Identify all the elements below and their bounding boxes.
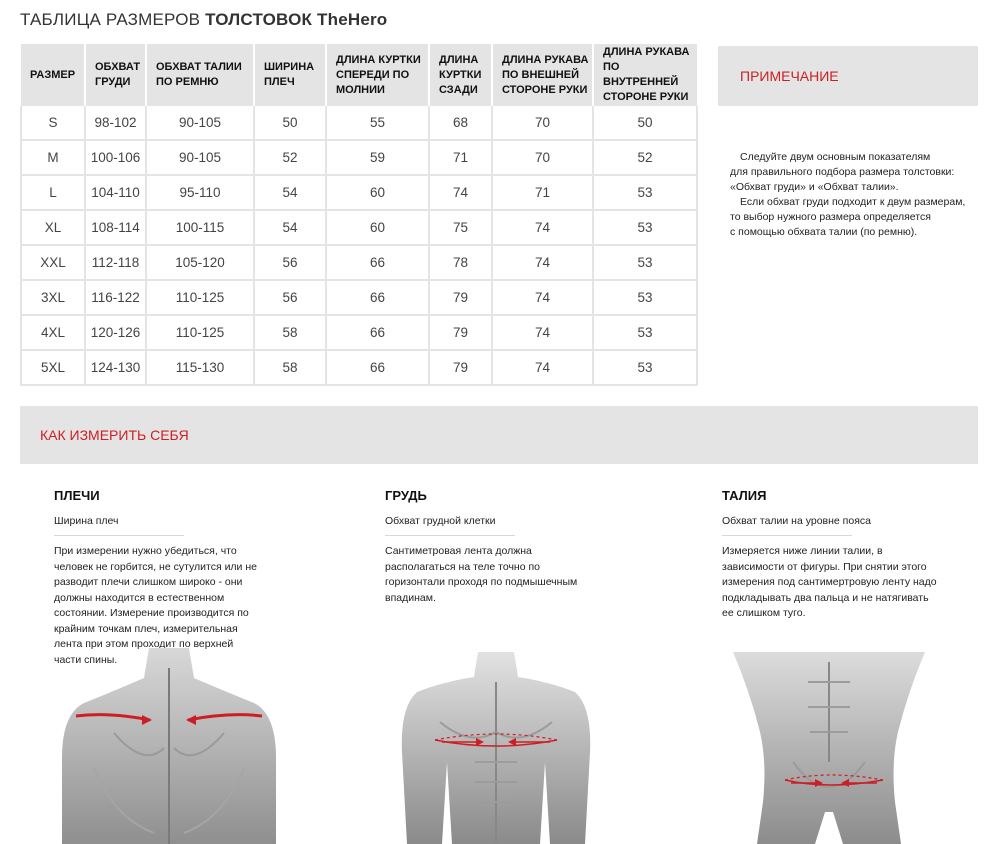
column-header-line: СПЕРЕДИ ПО xyxy=(336,68,410,81)
table-cell: 74 xyxy=(492,280,593,315)
table-cell: 100-106 xyxy=(85,140,146,175)
table-cell: 60 xyxy=(326,175,429,210)
table-cell: 110-125 xyxy=(146,315,254,350)
chest-subtitle: Обхват грудной клетки xyxy=(385,515,496,527)
table-cell: 78 xyxy=(429,245,492,280)
table-cell: 79 xyxy=(429,280,492,315)
table-row xyxy=(21,350,697,385)
title-prefix: ТАБЛИЦА РАЗМЕРОВ xyxy=(20,10,201,29)
waist-subtitle: Обхват талии на уровне пояса xyxy=(722,515,871,527)
column-header xyxy=(146,44,254,106)
size-cell: 5XL xyxy=(21,350,85,385)
table-cell: 68 xyxy=(429,106,492,140)
column-header-line: СТОРОНЕ РУКИ xyxy=(502,83,588,96)
column-header-line: СТОРОНЕ РУКИ xyxy=(603,91,689,103)
table-cell: 59 xyxy=(326,140,429,175)
table-header-row xyxy=(21,44,697,106)
size-cell: XL xyxy=(21,210,85,245)
table-cell: 52 xyxy=(254,140,326,175)
table-row xyxy=(21,106,697,140)
waist-title: ТАЛИЯ xyxy=(722,488,767,503)
column-header-line: ДЛИНА xyxy=(439,53,479,66)
measure-header xyxy=(20,406,978,464)
waist-figure-illustration xyxy=(733,652,925,844)
desc-line: Измеряется ниже линии талии, в xyxy=(722,545,883,557)
size-cell: XXL xyxy=(21,245,85,280)
table-cell: 52 xyxy=(593,140,697,175)
table-cell: 120-126 xyxy=(85,315,146,350)
column-header-line: ГРУДИ xyxy=(95,76,131,88)
table-cell: 95-110 xyxy=(146,175,254,210)
desc-line: Сантиметровая лента должна xyxy=(385,545,532,557)
table-cell: 124-130 xyxy=(85,350,146,385)
column-header-line: ДЛИНА РУКАВА xyxy=(603,46,690,58)
desc-line: зависимости от фигуры. При снятии этого xyxy=(722,560,927,573)
column-header xyxy=(593,44,697,106)
desc-line: человек не горбится, не сутулится или не xyxy=(54,560,257,573)
note-line: «Обхват груди» и «Обхват талии». xyxy=(730,181,899,193)
table-cell: 98-102 xyxy=(85,106,146,140)
note-header xyxy=(718,46,978,106)
table-cell: 53 xyxy=(593,245,697,280)
column-header xyxy=(85,44,146,106)
column-header-line: ПО ВНУТРЕННЕЙ xyxy=(603,61,679,88)
table-cell: 66 xyxy=(326,315,429,350)
table-cell: 53 xyxy=(593,280,697,315)
divider xyxy=(54,535,184,536)
table-cell: 108-114 xyxy=(85,210,146,245)
table-cell: 75 xyxy=(429,210,492,245)
table-cell: 50 xyxy=(593,106,697,140)
column-header-line: ДЛИНА РУКАВА xyxy=(502,53,589,66)
column-header xyxy=(429,44,492,106)
table-cell: 71 xyxy=(492,175,593,210)
column-header-line: СЗАДИ xyxy=(439,83,478,96)
chest-title: ГРУДЬ xyxy=(385,488,427,503)
waist-description xyxy=(722,544,972,622)
note-line: то выбор нужного размера определяется xyxy=(730,211,931,223)
table-cell: 60 xyxy=(326,210,429,245)
table-row xyxy=(21,280,697,315)
table-cell: 56 xyxy=(254,245,326,280)
table-cell: 53 xyxy=(593,210,697,245)
table-cell: 53 xyxy=(593,350,697,385)
back-figure-illustration xyxy=(54,648,284,844)
table-cell: 54 xyxy=(254,175,326,210)
table-cell: 100-115 xyxy=(146,210,254,245)
table-cell: 70 xyxy=(492,140,593,175)
table-cell: 74 xyxy=(429,175,492,210)
column-header-line: КУРТКИ xyxy=(439,68,482,81)
column-header-line: ПО ВНЕШНЕЙ xyxy=(502,68,579,81)
table-cell: 90-105 xyxy=(146,140,254,175)
desc-line: впадинам. xyxy=(385,591,436,604)
table-cell: 112-118 xyxy=(85,245,146,280)
table-cell: 74 xyxy=(492,350,593,385)
table-cell: 74 xyxy=(492,245,593,280)
desc-line: измерения под сантимертровую ленту надо xyxy=(722,576,937,588)
table-cell: 74 xyxy=(492,315,593,350)
table-cell: 53 xyxy=(593,315,697,350)
table-cell: 53 xyxy=(593,175,697,210)
shoulders-title: ПЛЕЧИ xyxy=(54,488,100,503)
table-cell: 50 xyxy=(254,106,326,140)
table-cell: 55 xyxy=(326,106,429,140)
column-header xyxy=(21,44,85,106)
column-header xyxy=(326,44,429,106)
column-header-line: ШИРИНА xyxy=(264,61,315,73)
desc-line: горизонтали проходя по подмышечным xyxy=(385,576,578,588)
table-cell: 58 xyxy=(254,315,326,350)
table-cell: 104-110 xyxy=(85,175,146,210)
table-row xyxy=(21,210,697,245)
table-row xyxy=(21,175,697,210)
table-cell: 90-105 xyxy=(146,106,254,140)
table-row xyxy=(21,315,697,350)
desc-line: разводит плечи слишком широко - они xyxy=(54,576,243,588)
measure-heading: КАК ИЗМЕРИТЬ СЕБЯ xyxy=(40,427,189,443)
desc-line: ее слишком туго. xyxy=(722,607,806,619)
column-header-line: ОБХВАТ ТАЛИИ xyxy=(156,61,242,73)
size-cell: S xyxy=(21,106,85,140)
table-cell: 105-120 xyxy=(146,245,254,280)
desc-line: подкладывать два пальца и не натягивать xyxy=(722,591,929,604)
table-cell: 74 xyxy=(492,210,593,245)
divider xyxy=(385,535,515,536)
title-bold: ТОЛСТОВОК TheHero xyxy=(205,10,388,29)
table-cell: 56 xyxy=(254,280,326,315)
note-line: Если обхват груди подходит к двум размерам, xyxy=(740,196,966,208)
table-cell: 54 xyxy=(254,210,326,245)
table-row xyxy=(21,245,697,280)
desc-line: должны находится в естественном xyxy=(54,591,225,604)
column-header-line: МОЛНИИ xyxy=(336,83,385,96)
desc-line: состоянии. Измерение производится по xyxy=(54,607,249,619)
chest-figure-illustration xyxy=(400,652,592,844)
table-cell: 66 xyxy=(326,280,429,315)
desc-line: крайним точкам плеч, измерительная xyxy=(54,622,238,635)
shoulders-subtitle: Ширина плеч xyxy=(54,515,119,527)
column-header-line: РАЗМЕР xyxy=(30,68,76,81)
note-text xyxy=(730,150,980,240)
column-header-line: ОБХВАТ xyxy=(95,61,141,73)
table-cell: 110-125 xyxy=(146,280,254,315)
desc-line: При измерении нужно убедиться, что xyxy=(54,545,237,557)
table-cell: 66 xyxy=(326,245,429,280)
size-cell: 4XL xyxy=(21,315,85,350)
column-header xyxy=(492,44,593,106)
chest-section xyxy=(385,488,615,606)
shoulders-section xyxy=(54,488,284,668)
column-header-line: ДЛИНА КУРТКИ xyxy=(336,53,421,66)
page-title xyxy=(20,10,387,30)
column-header-line: ПЛЕЧ xyxy=(264,76,295,88)
desc-line: лента при этом проходит по верхней xyxy=(54,638,234,650)
table-cell: 71 xyxy=(429,140,492,175)
note-line: с помощью обхвата талии (по ремню). xyxy=(730,226,918,238)
size-table xyxy=(20,44,698,386)
chest-description xyxy=(385,544,615,606)
desc-line: части спины. xyxy=(54,653,118,666)
column-header-line: ПО РЕМНЮ xyxy=(156,76,219,88)
waist-section xyxy=(722,488,972,622)
table-row xyxy=(21,140,697,175)
size-cell: M xyxy=(21,140,85,175)
column-header xyxy=(254,44,326,106)
table-cell: 116-122 xyxy=(85,280,146,315)
divider xyxy=(722,535,852,536)
size-cell: 3XL xyxy=(21,280,85,315)
note-line: для правильного подбора размера толстовки: xyxy=(730,166,955,178)
note-heading: ПРИМЕЧАНИЕ xyxy=(740,68,839,84)
table-body xyxy=(21,106,697,385)
table-cell: 115-130 xyxy=(146,350,254,385)
table-cell: 66 xyxy=(326,350,429,385)
table-cell: 70 xyxy=(492,106,593,140)
note-line: Следуйте двум основным показателям xyxy=(740,151,931,163)
table-cell: 58 xyxy=(254,350,326,385)
table-cell: 79 xyxy=(429,350,492,385)
size-cell: L xyxy=(21,175,85,210)
table-cell: 79 xyxy=(429,315,492,350)
desc-line: располагаться на теле точно по xyxy=(385,560,541,573)
